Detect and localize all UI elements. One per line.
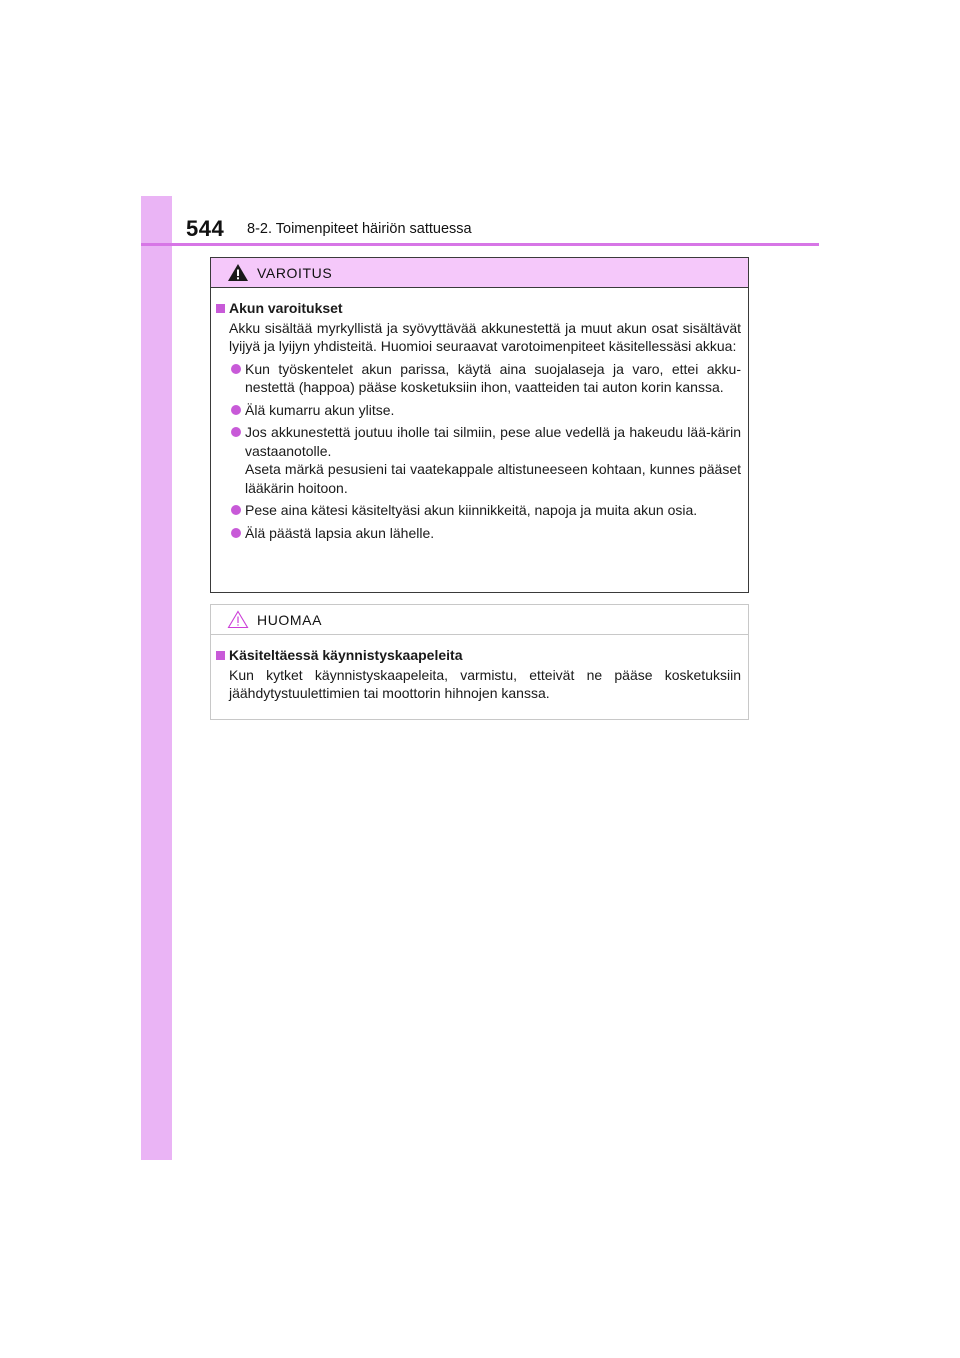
bullet-paragraph: Älä kumarru akun ylitse.: [245, 401, 395, 418]
square-bullet-icon: [216, 304, 225, 313]
circle-bullet-icon: [231, 364, 241, 374]
warning-label: VAROITUS: [257, 264, 333, 281]
section-title: 8-2. Toimenpiteet häiriön sattuessa: [247, 221, 472, 237]
bullet-text: [245, 423, 741, 497]
notice-subheading: [216, 646, 741, 665]
bullet-text: [245, 401, 741, 420]
warning-box: [210, 257, 749, 593]
warning-subheading: [216, 299, 741, 318]
warning-bullet-list: [216, 360, 741, 543]
warning-heading: Akun varoitukset: [229, 300, 343, 316]
bullet-paragraph: Jos akkunestettä joutuu iholle tai silmiin, pese alue vedellä ja hakeudu lää-kärin vastaanotolle.: [245, 424, 741, 459]
bullet-paragraph: Älä päästä lapsia akun lähelle.: [245, 524, 435, 541]
circle-bullet-icon: [231, 505, 241, 515]
bullet-paragraph: Aseta märkä pesusieni tai vaatekappale altistuneeseen kohtaan, kunnes pääset lääkärin hoitoon.: [245, 461, 741, 496]
header-divider: [141, 243, 819, 246]
warning-header: [211, 258, 748, 288]
bullet-paragraph: Pese aina kätesi käsiteltyäsi akun kiinnikkeitä, napoja ja muita akun osia.: [245, 502, 698, 518]
warning-bullet-item: [216, 423, 741, 497]
notice-heading: Käsiteltäessä käynnistyskaapeleita: [229, 647, 463, 663]
warning-triangle-icon: [227, 263, 249, 282]
notice-box: [210, 604, 749, 720]
warning-bullet-item: [216, 360, 741, 397]
warning-intro: Akku sisältää myrkyllistä ja syövyttävää akkunestettä ja muut akun osat sisältävät lyijyä ja lyijyn yhdisteitä. Huomioi seuraavat varotoimenpiteet käsitellessäsi akkua:: [229, 319, 741, 354]
notice-body: [211, 635, 748, 703]
warning-bullet-item: [216, 401, 741, 420]
warning-body: [211, 288, 748, 542]
warning-bullet-item: [216, 501, 741, 520]
circle-bullet-icon: [231, 528, 241, 538]
bullet-text: [245, 524, 741, 543]
bullet-text: [245, 501, 741, 520]
notice-text: Kun kytket käynnistyskaapeleita, varmistu, etteivät ne pääse kosketuksiin jäähdytystuulettimien tai moottorin hihnojen kanssa.: [229, 666, 741, 701]
caution-triangle-icon: [227, 610, 249, 629]
page-number: 544: [186, 216, 225, 241]
bullet-text: [245, 360, 741, 397]
bullet-paragraph: Kun työskentelet akun parissa, käytä aina suojalaseja ja varo, ettei akku-nestettä (happoa) pääse kosketuksiin ihon, vaatteiden tai auton korin kanssa.: [245, 360, 741, 395]
square-bullet-icon: [216, 651, 225, 660]
notice-header: [211, 605, 748, 635]
circle-bullet-icon: [231, 427, 241, 437]
circle-bullet-icon: [231, 405, 241, 415]
notice-label: HUOMAA: [257, 611, 323, 628]
side-color-band: [141, 196, 172, 1160]
warning-bullet-item: [216, 524, 741, 543]
